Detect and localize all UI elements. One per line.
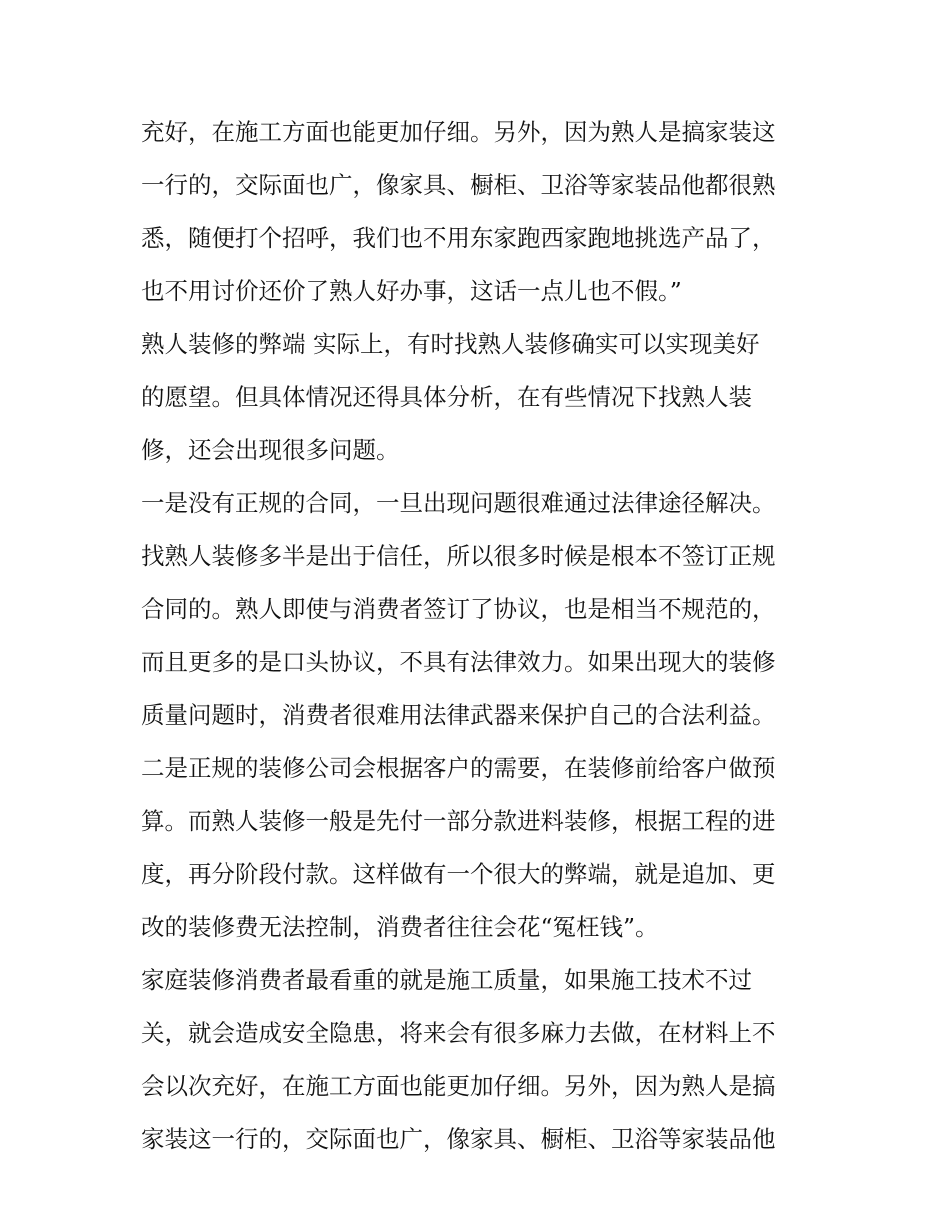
text-line: 关，就会造成安全隐患，将来会有很多麻力去做，在材料上不 <box>141 1019 776 1047</box>
text-line: 也不用讨价还价了熟人好办事，这话一点儿也不假。” <box>141 277 682 305</box>
text-line: 算。而熟人装修一般是先付一部分款进料装修，根据工程的进 <box>141 807 776 835</box>
body-text <box>141 106 813 1166</box>
text-line: 一行的，交际面也广，像家具、橱柜、卫浴等家装品他都很熟 <box>141 171 776 199</box>
text-line: 充好，在施工方面也能更加仔细。另外，因为熟人是搞家装这 <box>141 118 776 146</box>
text-line: 找熟人装修多半是出于信任，所以很多时候是根本不签订正规 <box>141 542 776 570</box>
text-line: 家装这一行的，交际面也广，像家具、橱柜、卫浴等家装品他 <box>141 1125 776 1153</box>
text-line: 质量问题时，消费者很难用法律武器来保护自己的合法利益。 <box>141 701 776 729</box>
text-line: 熟人装修的弊端 实际上，有时找熟人装修确实可以实现美好 <box>141 330 760 358</box>
text-line: 度，再分阶段付款。这样做有一个很大的弊端，就是追加、更 <box>141 860 776 888</box>
text-line: 悉，随便打个招呼，我们也不用东家跑西家跑地挑选产品了， <box>141 224 776 252</box>
text-line: 二是正规的装修公司会根据客户的需要，在装修前给客户做预 <box>141 754 776 782</box>
text-line: 家庭装修消费者最看重的就是施工质量，如果施工技术不过 <box>141 966 752 994</box>
text-line: 而且更多的是口头协议，不具有法律效力。如果出现大的装修 <box>141 648 776 676</box>
text-line: 的愿望。但具体情况还得具体分析，在有些情况下找熟人装 <box>141 383 752 411</box>
text-line: 合同的。熟人即使与消费者签订了协议，也是相当不规范的， <box>141 595 776 623</box>
text-line: 修，还会出现很多问题。 <box>141 436 400 464</box>
text-line: 改的装修费无法控制，消费者往往会花“冤枉钱”。 <box>141 913 659 941</box>
text-line: 会以次充好，在施工方面也能更加仔细。另外，因为熟人是搞 <box>141 1072 776 1100</box>
text-line: 一是没有正规的合同，一旦出现问题很难通过法律途径解决。 <box>141 489 776 517</box>
